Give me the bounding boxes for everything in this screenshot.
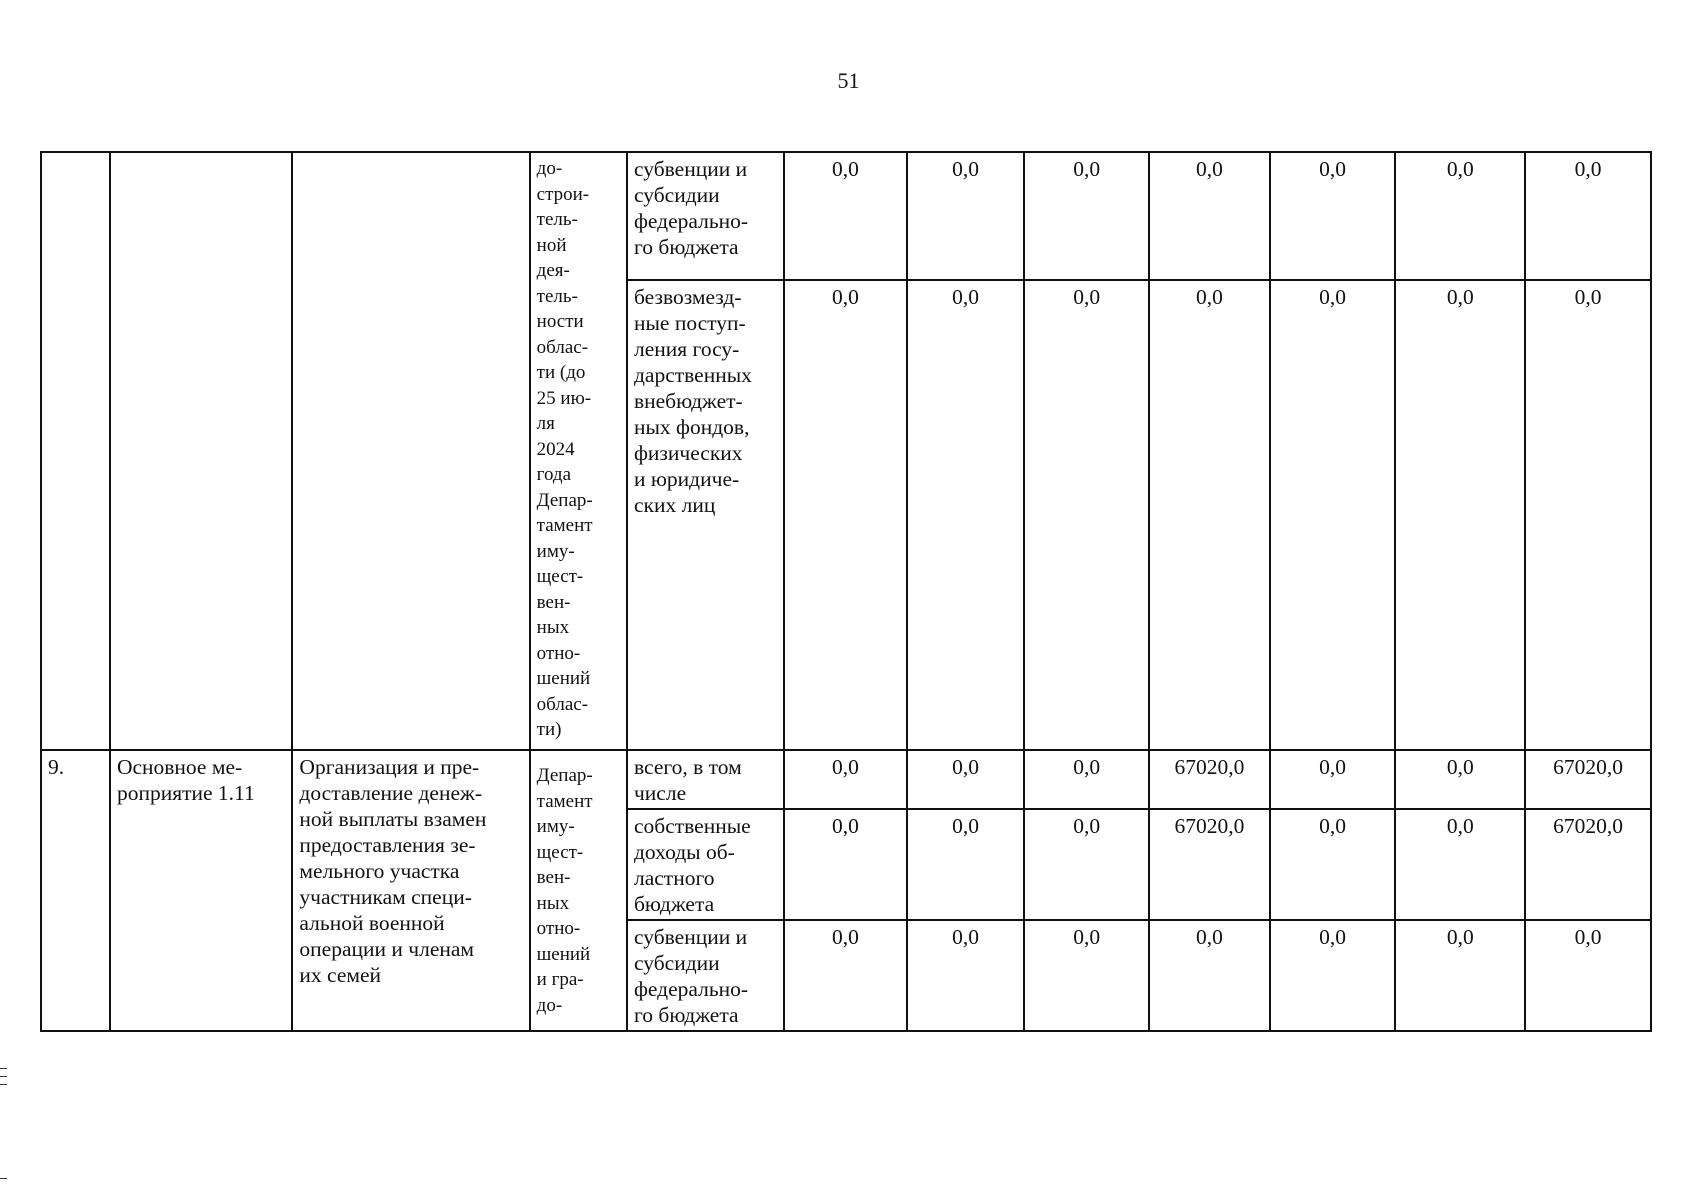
- value-cell: 0,0: [1525, 280, 1651, 750]
- funding-source-text: безвозмезд- ные поступ- ления госу- дарственных внебюджет- ных фондов, физических и юридиче- ских лиц: [633, 285, 752, 517]
- funding-source-cell: [627, 920, 784, 1031]
- number-cell: [41, 152, 110, 750]
- value-cell: 0,0: [907, 152, 1025, 280]
- value-cell: 0,0: [1024, 152, 1149, 280]
- value-cell: 0,0: [1270, 920, 1396, 1031]
- value-cell: 0,0: [1149, 280, 1270, 750]
- scan-margin-mark: [0, 1076, 7, 1077]
- funding-source-text: всего, в том числе: [633, 755, 742, 805]
- agency-text: Депар- тамент иму- щест- вен- ных отно- шений и гра- до-: [536, 765, 593, 1016]
- funding-source-cell: [627, 750, 784, 809]
- agency-cell: [530, 152, 627, 750]
- page-number: 51: [837, 68, 860, 93]
- value-cell: 0,0: [1270, 809, 1396, 920]
- value-cell: 0,0: [907, 750, 1025, 809]
- value-cell: 0,0: [1024, 920, 1149, 1031]
- description-cell: [292, 152, 529, 750]
- value-cell: 67020,0: [1149, 750, 1270, 809]
- description-cell: [292, 750, 529, 1031]
- funding-source-cell: [627, 152, 784, 280]
- value-cell: 0,0: [1395, 809, 1525, 920]
- value-cell: 0,0: [1395, 920, 1525, 1031]
- value-cell: 0,0: [1270, 750, 1396, 809]
- value-cell: 67020,0: [1525, 750, 1651, 809]
- value-cell: 0,0: [1395, 280, 1525, 750]
- funding-source-text: субвенции и субсидии федерально- го бюджета: [633, 157, 749, 259]
- agency-cell: [530, 750, 627, 1031]
- scan-margin-mark: [0, 1178, 7, 1179]
- funding-source-cell: [627, 809, 784, 920]
- value-cell: 0,0: [907, 809, 1025, 920]
- value-cell: 0,0: [907, 920, 1025, 1031]
- value-cell: 0,0: [784, 809, 907, 920]
- funding-source-text: субвенции и субсидии федерально- го бюджета: [633, 925, 749, 1027]
- scan-margin-mark: [0, 1084, 7, 1085]
- value-cell: 0,0: [784, 280, 907, 750]
- item-number: 9.: [48, 755, 65, 779]
- measure-cell: [110, 152, 292, 750]
- measure-cell: [110, 750, 292, 1031]
- value-cell: 0,0: [1525, 920, 1651, 1031]
- value-cell: 0,0: [784, 152, 907, 280]
- budget-table: [40, 151, 1652, 1032]
- value-cell: 0,0: [1525, 152, 1651, 280]
- value-cell: 0,0: [1024, 809, 1149, 920]
- value-cell: 0,0: [907, 280, 1025, 750]
- measure-text: Основное ме- роприятие 1.11: [116, 755, 255, 805]
- value-cell: 0,0: [1270, 152, 1396, 280]
- value-cell: 67020,0: [1149, 809, 1270, 920]
- value-cell: 0,0: [784, 750, 907, 809]
- agency-text: до- строи- тель- ной дея- тель- ности облас- ти (до 25 ию- ля 2024 года Депар- тамент иму- щест- вен- ных отно- шений облас- ти): [536, 158, 593, 740]
- value-cell: 0,0: [1149, 920, 1270, 1031]
- value-cell: 0,0: [1024, 750, 1149, 809]
- funding-source-cell: [627, 280, 784, 750]
- table-row: [41, 750, 1651, 809]
- table-row: [41, 152, 1651, 280]
- value-cell: 0,0: [1270, 280, 1396, 750]
- scan-margin-mark: [0, 1068, 7, 1069]
- value-cell: 0,0: [1395, 152, 1525, 280]
- value-cell: 0,0: [784, 920, 907, 1031]
- description-text: Организация и пре- доставление денеж- ной выплаты взамен предоставления зе- мельного участка участникам специ- альной военной операции и членам их семей: [299, 755, 487, 987]
- value-cell: 0,0: [1024, 280, 1149, 750]
- value-cell: 67020,0: [1525, 809, 1651, 920]
- value-cell: 0,0: [1149, 152, 1270, 280]
- value-cell: 0,0: [1395, 750, 1525, 809]
- number-cell: [41, 750, 110, 1031]
- funding-source-text: собственные доходы об- ластного бюджета: [633, 814, 751, 916]
